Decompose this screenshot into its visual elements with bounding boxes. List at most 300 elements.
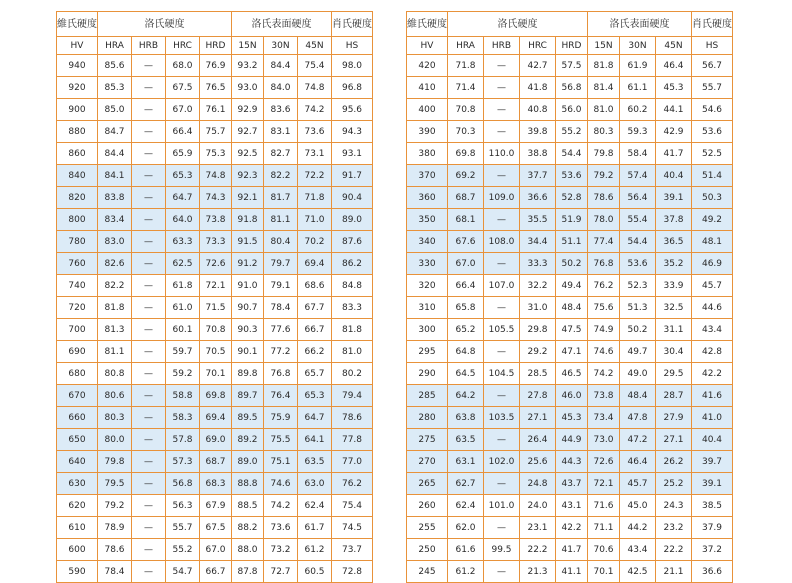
table-cell: 46.0 <box>556 385 588 407</box>
header-rockwell: 洛氏硬度 <box>448 12 588 37</box>
table-cell: 71.8 <box>298 187 332 209</box>
table-cell: 92.7 <box>232 121 264 143</box>
table-cell: 38.8 <box>520 143 556 165</box>
header-rockwell-surface: 洛氏表面硬度 <box>588 12 692 37</box>
table-cell: 73.0 <box>588 429 620 451</box>
table-cell: 41.8 <box>520 77 556 99</box>
table-cell: 78.4 <box>98 561 132 583</box>
table-cell: — <box>484 429 520 451</box>
table-row <box>407 385 733 407</box>
table-cell: 46.4 <box>656 55 692 77</box>
table-cell: — <box>132 561 166 583</box>
table-cell: 74.2 <box>264 495 298 517</box>
table-cell: 410 <box>407 77 448 99</box>
table-cell: — <box>484 561 520 583</box>
table-row <box>407 209 733 231</box>
table-cell: — <box>132 341 166 363</box>
table-cell: 77.0 <box>332 451 373 473</box>
table-cell: 620 <box>57 495 98 517</box>
table-cell: 87.8 <box>232 561 264 583</box>
table-cell: 68.7 <box>448 187 484 209</box>
table-row <box>407 495 733 517</box>
table-cell: 70.2 <box>298 231 332 253</box>
table-cell: 54.6 <box>692 99 733 121</box>
table-cell: 80.2 <box>332 363 373 385</box>
unit-45n: 45N <box>656 37 692 55</box>
table-row <box>407 297 733 319</box>
table-cell: 53.6 <box>620 253 656 275</box>
table-cell: 70.8 <box>448 99 484 121</box>
table-cell: 76.2 <box>332 473 373 495</box>
table-cell: 72.8 <box>332 561 373 583</box>
table-cell: 74.5 <box>332 517 373 539</box>
unit-hs: HS <box>692 37 733 55</box>
table-cell: 40.8 <box>520 99 556 121</box>
table-cell: 690 <box>57 341 98 363</box>
table-cell: 76.8 <box>264 363 298 385</box>
table-cell: 63.1 <box>448 451 484 473</box>
table-row <box>57 319 373 341</box>
table-cell: 860 <box>57 143 98 165</box>
table-cell: 63.8 <box>448 407 484 429</box>
table-cell: 800 <box>57 209 98 231</box>
table-cell: 330 <box>407 253 448 275</box>
table-cell: 45.3 <box>656 77 692 99</box>
table-cell: 82.2 <box>98 275 132 297</box>
table-cell: 104.5 <box>484 363 520 385</box>
table-cell: 92.1 <box>232 187 264 209</box>
table-cell: — <box>484 165 520 187</box>
table-cell: 44.2 <box>620 517 656 539</box>
table-cell: 37.8 <box>656 209 692 231</box>
table-cell: 89.0 <box>332 209 373 231</box>
table-cell: 67.5 <box>166 77 200 99</box>
table-cell: 42.8 <box>692 341 733 363</box>
table-cell: 75.4 <box>298 55 332 77</box>
table-cell: 275 <box>407 429 448 451</box>
table-cell: 98.0 <box>332 55 373 77</box>
table-cell: 29.2 <box>520 341 556 363</box>
table-cell: 35.5 <box>520 209 556 231</box>
table-cell: 82.2 <box>264 165 298 187</box>
unit-hs: HS <box>332 37 373 55</box>
table-cell: 57.8 <box>166 429 200 451</box>
table-cell: 62.4 <box>298 495 332 517</box>
table-cell: 84.4 <box>264 55 298 77</box>
table-cell: 28.5 <box>520 363 556 385</box>
table-row <box>57 77 373 99</box>
table-cell: 90.1 <box>232 341 264 363</box>
table-cell: 37.2 <box>692 539 733 561</box>
table-cell: 72.7 <box>264 561 298 583</box>
table-cell: — <box>132 539 166 561</box>
table-cell: 760 <box>57 253 98 275</box>
table-cell: 50.2 <box>620 319 656 341</box>
table-cell: 61.0 <box>166 297 200 319</box>
table-cell: 74.8 <box>298 77 332 99</box>
table-cell: 27.1 <box>656 429 692 451</box>
table-cell: 83.0 <box>98 231 132 253</box>
header-rockwell-surface: 洛氏表面硬度 <box>232 12 332 37</box>
table-cell: 107.0 <box>484 275 520 297</box>
table-cell: 44.1 <box>656 99 692 121</box>
table-cell: 37.7 <box>520 165 556 187</box>
table-row <box>57 121 373 143</box>
table-cell: 78.6 <box>588 187 620 209</box>
table-cell: 86.2 <box>332 253 373 275</box>
table-cell: 22.2 <box>656 539 692 561</box>
table-cell: 81.0 <box>588 99 620 121</box>
table-cell: 29.8 <box>520 319 556 341</box>
unit-hrc: HRC <box>166 37 200 55</box>
table-cell: 43.4 <box>620 539 656 561</box>
table-cell: — <box>132 495 166 517</box>
table-cell: 54.4 <box>556 143 588 165</box>
table-cell: 79.7 <box>264 253 298 275</box>
table-cell: 69.4 <box>200 407 232 429</box>
table-cell: — <box>132 319 166 341</box>
table-cell: 69.2 <box>448 165 484 187</box>
table-row <box>57 407 373 429</box>
table-cell: 71.4 <box>448 77 484 99</box>
table-cell: 51.3 <box>620 297 656 319</box>
table-cell: 57.4 <box>620 165 656 187</box>
table-cell: — <box>132 165 166 187</box>
table-row <box>407 253 733 275</box>
table-cell: 67.5 <box>200 517 232 539</box>
table-cell: 62.7 <box>448 473 484 495</box>
table-cell: 55.7 <box>692 77 733 99</box>
table-cell: 73.4 <box>588 407 620 429</box>
table-cell: 57.3 <box>166 451 200 473</box>
table-row <box>57 99 373 121</box>
table-cell: 73.7 <box>332 539 373 561</box>
table-cell: 340 <box>407 231 448 253</box>
table-row <box>407 341 733 363</box>
table-cell: 85.0 <box>98 99 132 121</box>
table-row <box>57 341 373 363</box>
table-cell: 79.2 <box>98 495 132 517</box>
header-rockwell: 洛氏硬度 <box>98 12 232 37</box>
table-cell: — <box>132 297 166 319</box>
table-cell: 30.4 <box>656 341 692 363</box>
table-cell: 77.4 <box>588 231 620 253</box>
table-cell: 390 <box>407 121 448 143</box>
table-row <box>57 55 373 77</box>
table-cell: 41.0 <box>692 407 733 429</box>
table-cell: 69.8 <box>200 385 232 407</box>
table-cell: 90.7 <box>232 297 264 319</box>
table-cell: 32.5 <box>656 297 692 319</box>
table-cell: 83.4 <box>98 209 132 231</box>
table-cell: 700 <box>57 319 98 341</box>
table-cell: 81.3 <box>98 319 132 341</box>
table-cell: 41.7 <box>656 143 692 165</box>
table-cell: 84.0 <box>264 77 298 99</box>
table-cell: 105.5 <box>484 319 520 341</box>
table-cell: 37.9 <box>692 517 733 539</box>
table-cell: 60.2 <box>620 99 656 121</box>
table-cell: 67.0 <box>448 253 484 275</box>
table-cell: 91.8 <box>232 209 264 231</box>
table-cell: 67.6 <box>448 231 484 253</box>
table-row <box>57 495 373 517</box>
table-cell: 51.9 <box>556 209 588 231</box>
table-cell: 260 <box>407 495 448 517</box>
table-cell: 720 <box>57 297 98 319</box>
table-cell: — <box>132 121 166 143</box>
table-cell: 41.7 <box>556 539 588 561</box>
table-cell: 62.5 <box>166 253 200 275</box>
table-row <box>407 363 733 385</box>
table-cell: 650 <box>57 429 98 451</box>
table-cell: — <box>132 517 166 539</box>
table-cell: — <box>484 385 520 407</box>
table-cell: 45.7 <box>620 473 656 495</box>
table-cell: 58.8 <box>166 385 200 407</box>
unit-15n: 15N <box>588 37 620 55</box>
units-row <box>407 37 733 55</box>
table-cell: 76.1 <box>200 99 232 121</box>
table-cell: 80.3 <box>588 121 620 143</box>
table-cell: — <box>484 517 520 539</box>
table-cell: 420 <box>407 55 448 77</box>
table-cell: 73.1 <box>298 143 332 165</box>
table-cell: 64.7 <box>298 407 332 429</box>
table-cell: 29.5 <box>656 363 692 385</box>
table-cell: 33.9 <box>656 275 692 297</box>
table-cell: 74.6 <box>264 473 298 495</box>
unit-hrb: HRB <box>132 37 166 55</box>
table-cell: 41.6 <box>692 385 733 407</box>
header-shore: 肖氏硬度 <box>692 12 733 37</box>
table-cell: 660 <box>57 407 98 429</box>
table-cell: 66.7 <box>298 319 332 341</box>
table-cell: — <box>484 99 520 121</box>
table-cell: 65.9 <box>166 143 200 165</box>
table-cell: 83.6 <box>264 99 298 121</box>
table-cell: 87.6 <box>332 231 373 253</box>
table-cell: 88.2 <box>232 517 264 539</box>
table-cell: 65.8 <box>448 297 484 319</box>
table-cell: 51.1 <box>556 231 588 253</box>
table-cell: 65.2 <box>448 319 484 341</box>
table-cell: 44.9 <box>556 429 588 451</box>
table-cell: 43.4 <box>692 319 733 341</box>
table-cell: — <box>132 99 166 121</box>
table-cell: 59.7 <box>166 341 200 363</box>
table-cell: 88.5 <box>232 495 264 517</box>
table-cell: 52.5 <box>692 143 733 165</box>
table-cell: 57.5 <box>556 55 588 77</box>
table-cell: 24.0 <box>520 495 556 517</box>
unit-hrd: HRD <box>200 37 232 55</box>
table-row <box>407 539 733 561</box>
table-cell: 72.2 <box>298 165 332 187</box>
table-cell: 92.9 <box>232 99 264 121</box>
table-cell: 73.8 <box>588 385 620 407</box>
table-cell: 54.7 <box>166 561 200 583</box>
table-cell: 75.1 <box>264 451 298 473</box>
table-cell: 71.1 <box>588 517 620 539</box>
table-cell: 55.2 <box>556 121 588 143</box>
table-cell: 89.0 <box>232 451 264 473</box>
table-cell: 61.2 <box>298 539 332 561</box>
table-cell: 880 <box>57 121 98 143</box>
table-cell: 85.3 <box>98 77 132 99</box>
table-row <box>57 253 373 275</box>
table-cell: 35.2 <box>656 253 692 275</box>
table-cell: 84.7 <box>98 121 132 143</box>
table-cell: 110.0 <box>484 143 520 165</box>
table-cell: — <box>132 143 166 165</box>
table-cell: 93.1 <box>332 143 373 165</box>
unit-hv: HV <box>407 37 448 55</box>
table-row <box>407 77 733 99</box>
table-cell: 77.6 <box>264 319 298 341</box>
table-cell: 63.5 <box>298 451 332 473</box>
table-cell: 23.2 <box>656 517 692 539</box>
table-cell: — <box>132 473 166 495</box>
table-cell: 71.5 <box>200 297 232 319</box>
table-cell: 295 <box>407 341 448 363</box>
table-cell: 670 <box>57 385 98 407</box>
table-row <box>407 407 733 429</box>
table-cell: 67.0 <box>166 99 200 121</box>
table-cell: 49.0 <box>620 363 656 385</box>
table-cell: 59.2 <box>166 363 200 385</box>
table-cell: 41.1 <box>556 561 588 583</box>
table-cell: 36.5 <box>656 231 692 253</box>
table-cell: 56.7 <box>692 55 733 77</box>
table-cell: 93.2 <box>232 55 264 77</box>
table-cell: 25.6 <box>520 451 556 473</box>
table-row <box>57 385 373 407</box>
table-cell: 69.4 <box>298 253 332 275</box>
table-cell: 55.2 <box>166 539 200 561</box>
table-cell: 71.8 <box>448 55 484 77</box>
table-cell: 46.5 <box>556 363 588 385</box>
table-cell: 23.1 <box>520 517 556 539</box>
table-cell: 780 <box>57 231 98 253</box>
table-cell: 590 <box>57 561 98 583</box>
table-cell: 400 <box>407 99 448 121</box>
table-cell: 310 <box>407 297 448 319</box>
table-cell: 42.5 <box>620 561 656 583</box>
unit-hra: HRA <box>98 37 132 55</box>
table-cell: 47.8 <box>620 407 656 429</box>
table-cell: 82.7 <box>264 143 298 165</box>
table-cell: 69.8 <box>448 143 484 165</box>
table-cell: 21.1 <box>656 561 692 583</box>
table-cell: 78.6 <box>98 539 132 561</box>
unit-30n: 30N <box>264 37 298 55</box>
table-cell: 39.1 <box>692 473 733 495</box>
table-cell: 69.0 <box>200 429 232 451</box>
table-cell: 79.2 <box>588 165 620 187</box>
table-cell: 96.8 <box>332 77 373 99</box>
table-cell: 88.8 <box>232 473 264 495</box>
table-cell: 31.1 <box>656 319 692 341</box>
table-cell: 76.2 <box>588 275 620 297</box>
table-cell: 49.7 <box>620 341 656 363</box>
table-cell: 58.4 <box>620 143 656 165</box>
table-cell: 245 <box>407 561 448 583</box>
table-cell: 61.7 <box>298 517 332 539</box>
table-cell: 50.2 <box>556 253 588 275</box>
table-cell: 67.9 <box>200 495 232 517</box>
table-cell: 46.4 <box>620 451 656 473</box>
table-cell: 90.3 <box>232 319 264 341</box>
table-cell: 290 <box>407 363 448 385</box>
table-body-right <box>407 55 733 583</box>
table-cell: 84.4 <box>98 143 132 165</box>
table-cell: 42.7 <box>520 55 556 77</box>
table-cell: 73.2 <box>264 539 298 561</box>
units-row <box>57 37 373 55</box>
table-cell: 820 <box>57 187 98 209</box>
table-cell: 600 <box>57 539 98 561</box>
table-cell: 38.5 <box>692 495 733 517</box>
table-cell: 47.2 <box>620 429 656 451</box>
table-cell: 83.8 <box>98 187 132 209</box>
table-cell: 43.1 <box>556 495 588 517</box>
table-cell: 91.7 <box>332 165 373 187</box>
table-cell: 255 <box>407 517 448 539</box>
table-cell: 66.7 <box>200 561 232 583</box>
table-cell: 74.9 <box>588 319 620 341</box>
table-cell: 740 <box>57 275 98 297</box>
table-row <box>407 473 733 495</box>
table-cell: 63.0 <box>298 473 332 495</box>
unit-45n: 45N <box>298 37 332 55</box>
table-cell: 81.1 <box>264 209 298 231</box>
table-cell: 79.4 <box>332 385 373 407</box>
table-cell: 43.7 <box>556 473 588 495</box>
table-cell: 32.2 <box>520 275 556 297</box>
table-cell: 36.6 <box>520 187 556 209</box>
table-cell: 91.0 <box>232 275 264 297</box>
table-cell: 89.5 <box>232 407 264 429</box>
table-cell: 85.6 <box>98 55 132 77</box>
unit-hrd: HRD <box>556 37 588 55</box>
table-cell: 89.2 <box>232 429 264 451</box>
table-cell: 26.2 <box>656 451 692 473</box>
table-row <box>57 275 373 297</box>
table-cell: 77.2 <box>264 341 298 363</box>
table-cell: — <box>132 187 166 209</box>
table-cell: 75.6 <box>588 297 620 319</box>
table-cell: 79.8 <box>98 451 132 473</box>
table-cell: — <box>484 77 520 99</box>
table-cell: 320 <box>407 275 448 297</box>
table-cell: 83.3 <box>332 297 373 319</box>
table-cell: 45.7 <box>692 275 733 297</box>
table-cell: 81.0 <box>332 341 373 363</box>
unit-hra: HRA <box>448 37 484 55</box>
table-row <box>57 473 373 495</box>
table-cell: 74.2 <box>298 99 332 121</box>
table-cell: 78.0 <box>588 209 620 231</box>
table-cell: 76.5 <box>200 77 232 99</box>
table-cell: 75.7 <box>200 121 232 143</box>
table-cell: 103.5 <box>484 407 520 429</box>
hardness-table-left <box>56 11 373 583</box>
table-cell: 55.7 <box>166 517 200 539</box>
table-cell: 280 <box>407 407 448 429</box>
table-cell: 72.1 <box>200 275 232 297</box>
table-cell: — <box>484 55 520 77</box>
